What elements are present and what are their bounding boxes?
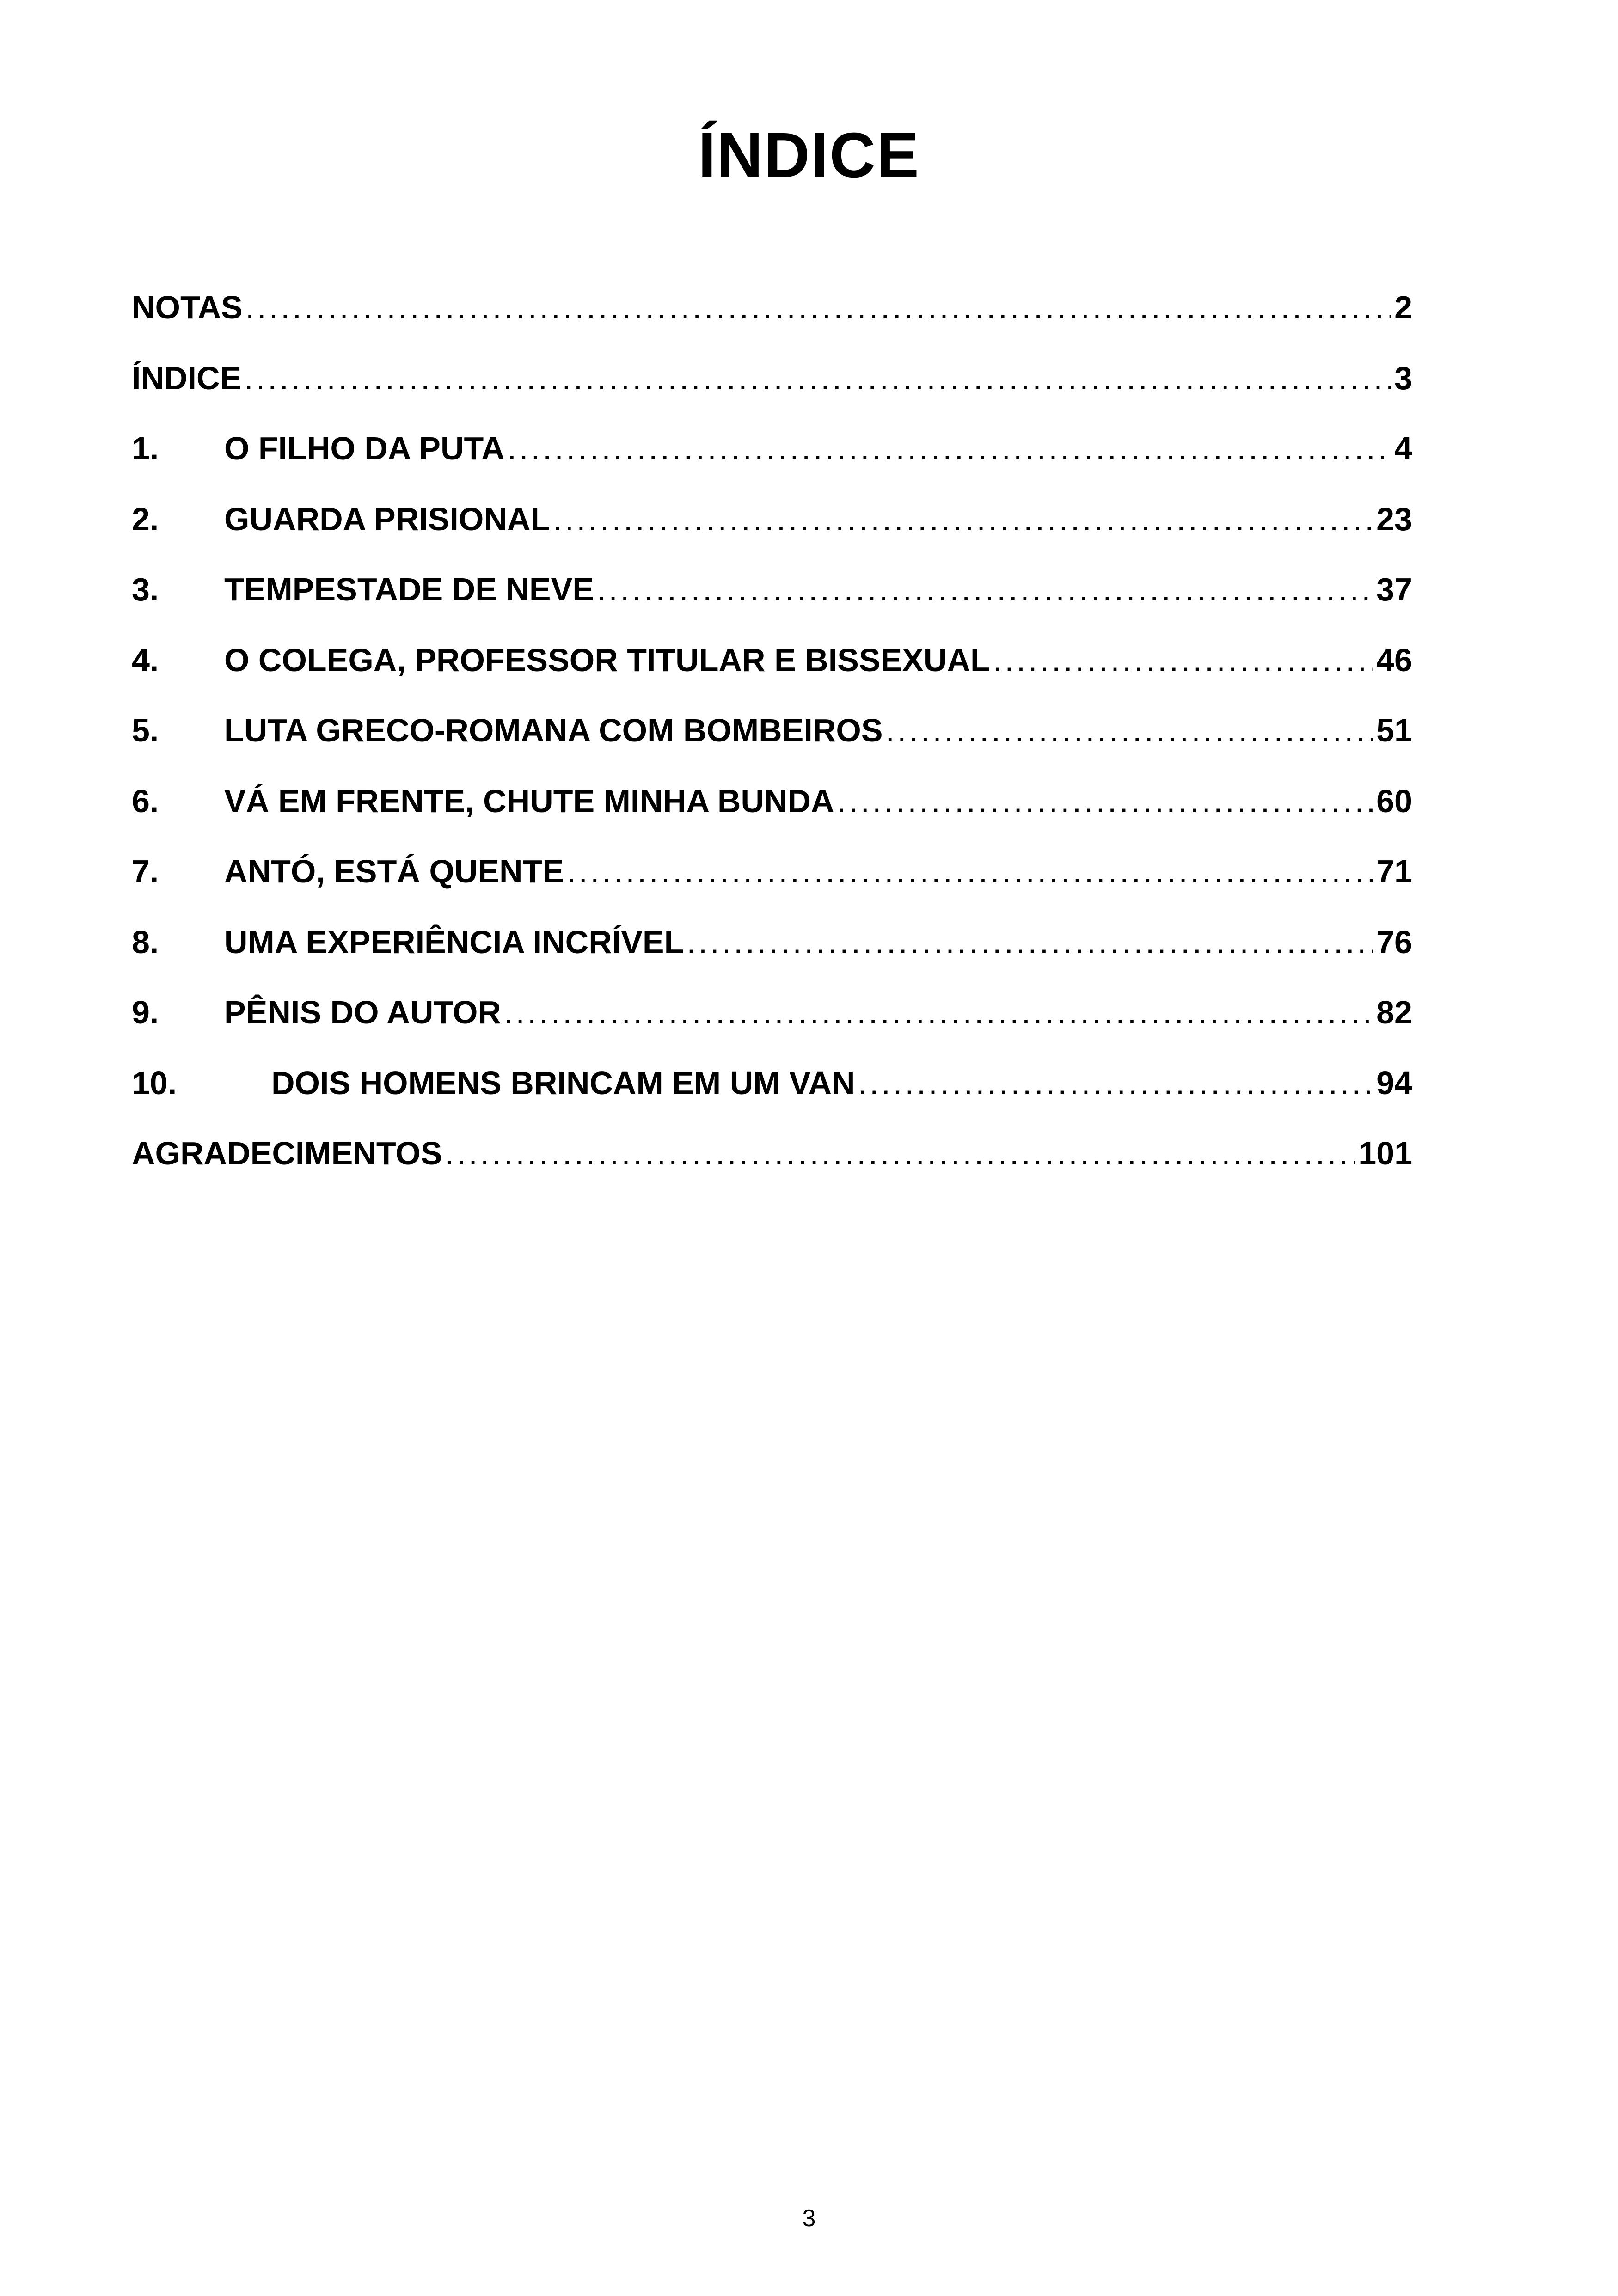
toc-entry-title: ANTÓ, ESTÁ QUENTE [224,853,564,889]
toc-dot-leader [858,1067,1374,1099]
toc-entry-chapter-1[interactable] [132,432,1412,503]
toc-entry-indice[interactable] [132,362,1412,433]
toc-entry-title: GUARDA PRISIONAL [224,501,551,537]
toc-entry-title: O COLEGA, PROFESSOR TITULAR E BISSEXUAL [224,642,990,678]
toc-entry-page: 2 [1394,289,1412,325]
toc-entry-title: LUTA GRECO-ROMANA COM BOMBEIROS [224,712,883,748]
toc-entry-title: O FILHO DA PUTA [224,430,505,466]
toc-entry-agradecimentos[interactable] [132,1137,1412,1208]
toc-dot-leader [686,926,1373,958]
toc-dot-leader [553,503,1373,535]
toc-dot-leader [504,996,1373,1029]
toc-dot-leader [567,855,1373,888]
page-title: ÍNDICE [698,120,920,191]
toc-entry-number: 9. [132,994,159,1030]
toc-entry-title: ÍNDICE [132,360,242,396]
toc-entry-title: PÊNIS DO AUTOR [224,994,501,1030]
toc-entry-chapter-2[interactable] [132,503,1412,574]
toc-entry-page: 76 [1376,924,1412,960]
toc-entry-page: 23 [1376,501,1412,537]
toc-entry-page: 51 [1376,712,1412,748]
toc-entry-chapter-7[interactable] [132,855,1412,926]
toc-entry-number: 6. [132,783,159,819]
toc-entry-notas[interactable] [132,291,1412,362]
toc-entry-title: NOTAS [132,289,243,325]
toc-entry-title: VÁ EM FRENTE, CHUTE MINHA BUNDA [224,783,834,819]
toc-entry-number: 10. [132,1065,177,1101]
toc-dot-leader [245,291,1391,324]
toc-entry-page: 3 [1394,360,1412,396]
toc-entry-page: 37 [1376,571,1412,607]
toc-entry-page: 60 [1376,783,1412,819]
toc-entry-page: 101 [1358,1135,1412,1171]
toc-dot-leader [508,432,1391,465]
toc-dot-leader [993,644,1373,676]
toc-dot-leader [445,1137,1356,1169]
toc-entry-title: TEMPESTADE DE NEVE [224,571,594,607]
toc-entry-page: 94 [1376,1065,1412,1101]
toc-entry-chapter-3[interactable] [132,573,1412,644]
page-number: 3 [802,2205,816,2232]
table-of-contents [132,291,1412,1208]
toc-entry-page: 82 [1376,994,1412,1030]
toc-entry-title: AGRADECIMENTOS [132,1135,442,1171]
toc-entry-chapter-10[interactable] [132,1067,1412,1138]
toc-entry-title: DOIS HOMENS BRINCAM EM UM VAN [271,1065,855,1101]
toc-entry-chapter-8[interactable] [132,926,1412,997]
toc-entry-number: 3. [132,571,159,607]
toc-entry-page: 4 [1394,430,1412,466]
toc-entry-chapter-9[interactable] [132,996,1412,1067]
toc-dot-leader [597,573,1373,606]
toc-entry-page: 46 [1376,642,1412,678]
toc-dot-leader [244,362,1391,394]
toc-entry-number: 8. [132,924,159,960]
toc-entry-number: 5. [132,712,159,748]
toc-entry-chapter-6[interactable] [132,785,1412,856]
toc-entry-number: 4. [132,642,159,678]
toc-entry-page: 71 [1376,853,1412,889]
toc-entry-number: 2. [132,501,159,537]
toc-dot-leader [837,785,1374,817]
toc-entry-number: 1. [132,430,159,466]
toc-entry-chapter-4[interactable] [132,644,1412,715]
toc-entry-number: 7. [132,853,159,889]
toc-entry-title: UMA EXPERIÊNCIA INCRÍVEL [224,924,684,960]
toc-dot-leader [886,714,1374,747]
toc-entry-chapter-5[interactable] [132,714,1412,785]
